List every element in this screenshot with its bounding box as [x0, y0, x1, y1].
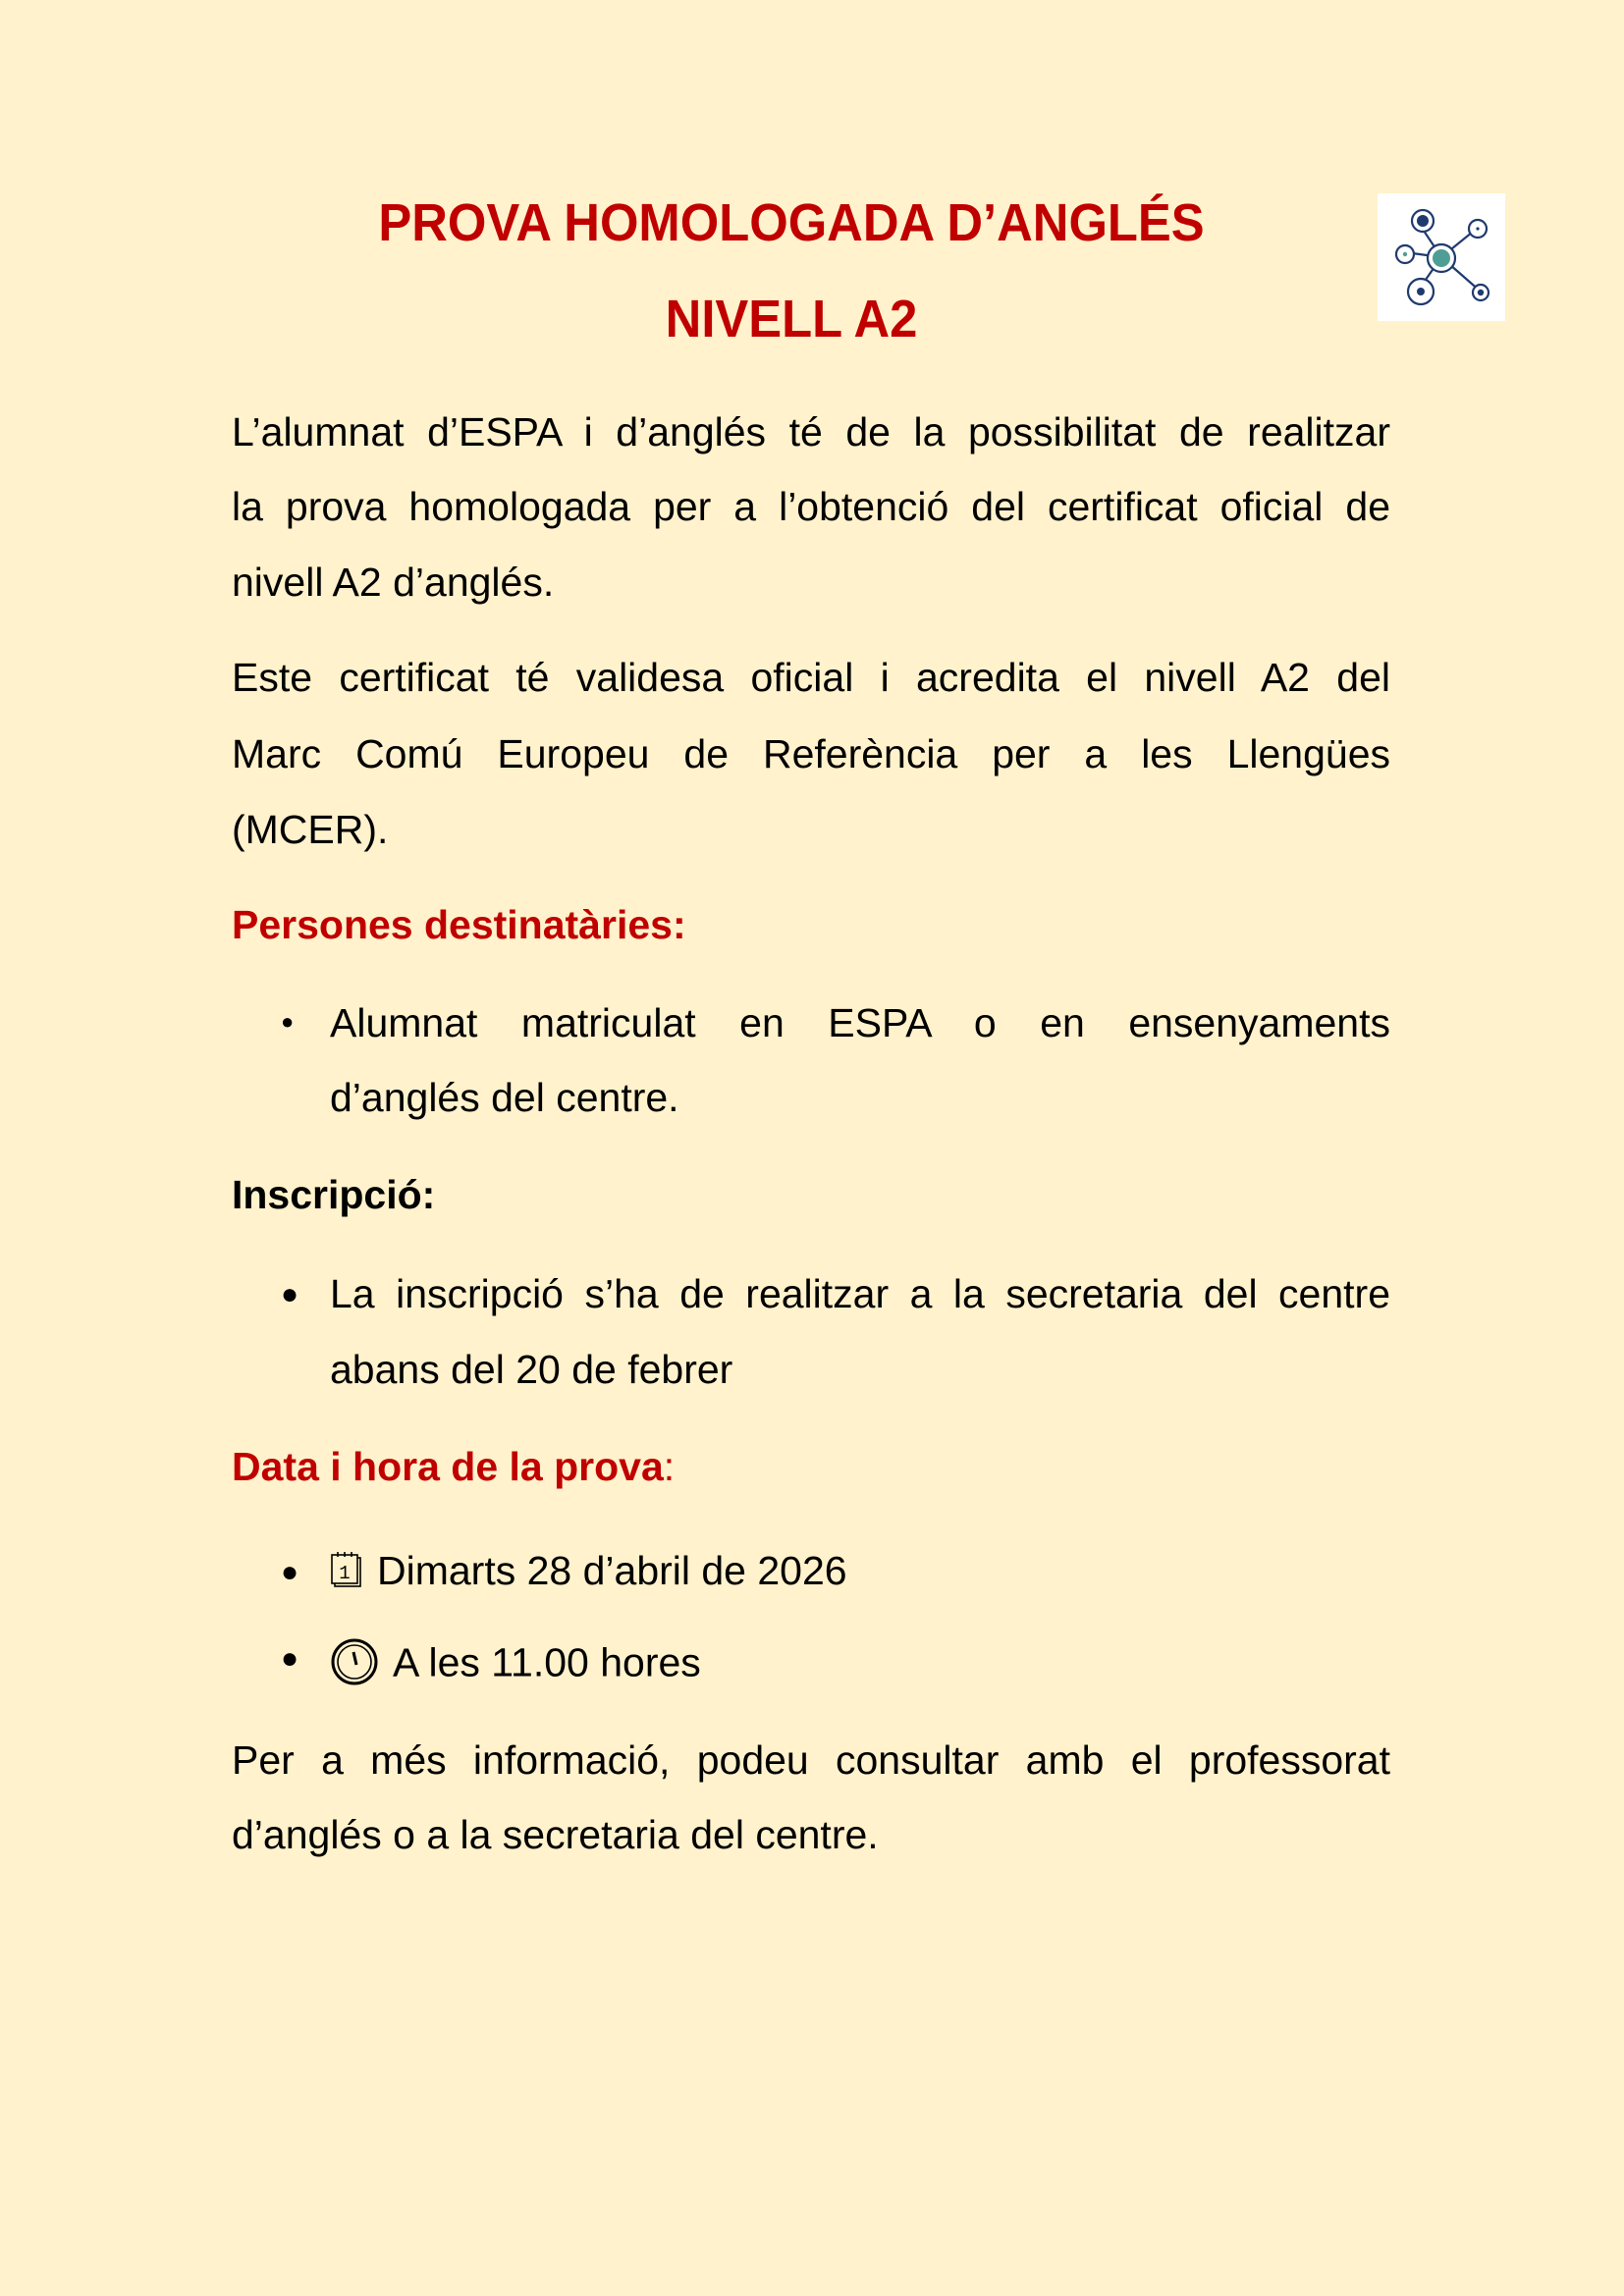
bullet-icon: ● — [281, 1642, 299, 1675]
certificate-line: (MCER). — [232, 807, 389, 852]
schedule-heading — [232, 1444, 1390, 1489]
more-info-line: d’anglés o a la secretaria del centre. — [232, 1812, 879, 1857]
clock-icon — [330, 1637, 379, 1693]
schedule-heading-colon: : — [663, 1444, 676, 1489]
network-nodes-icon — [1378, 193, 1505, 321]
bullet-icon: ● — [281, 1009, 295, 1034]
recipients-item-line: d’anglés del centre. — [330, 1075, 679, 1120]
calendar-icon — [330, 1552, 363, 1596]
bullet-icon: ● — [281, 1556, 299, 1588]
schedule-date-text: Dimarts 28 d’abril de 2026 — [377, 1548, 847, 1593]
schedule-item-date — [330, 1548, 1390, 1596]
logo — [1378, 193, 1505, 321]
svg-text:1: 1 — [339, 1562, 351, 1584]
certificate-line: Este certificat té validesa oficial i acredita el nivell A2 del — [232, 655, 1390, 700]
registration-heading: Inscripció: — [232, 1172, 436, 1217]
registration-item-line: abans del 20 de febrer — [330, 1347, 733, 1392]
schedule-heading-text: Data i hora de la prova — [232, 1444, 664, 1489]
document-title-line-2: NIVELL A2 — [665, 290, 918, 348]
registration-item-line: La inscripció s’ha de realitzar a la secretaria del centre — [330, 1271, 1390, 1316]
intro-line: la prova homologada per a l’obtenció del certificat oficial de — [232, 484, 1390, 529]
recipients-heading: Persones destinatàries: — [232, 902, 686, 947]
intro-line: L’alumnat d’ESPA i d’anglés té de la possibilitat de realitzar — [232, 409, 1390, 454]
more-info-line: Per a més informació, podeu consultar amb el professorat — [232, 1737, 1390, 1783]
document-title-line-1: PROVA HOMOLOGADA D’ANGLÉS — [378, 193, 1205, 252]
recipients-item-line: Alumnat matriculat en ESPA o en ensenyaments — [330, 1000, 1390, 1045]
bullet-icon: ● — [281, 1278, 299, 1310]
schedule-time-text: A les 11.00 hores — [393, 1639, 701, 1685]
certificate-line: Marc Comú Europeu de Referència per a les Llengües — [232, 731, 1390, 776]
schedule-item-time — [330, 1637, 1390, 1693]
intro-line: nivell A2 d’anglés. — [232, 560, 555, 605]
